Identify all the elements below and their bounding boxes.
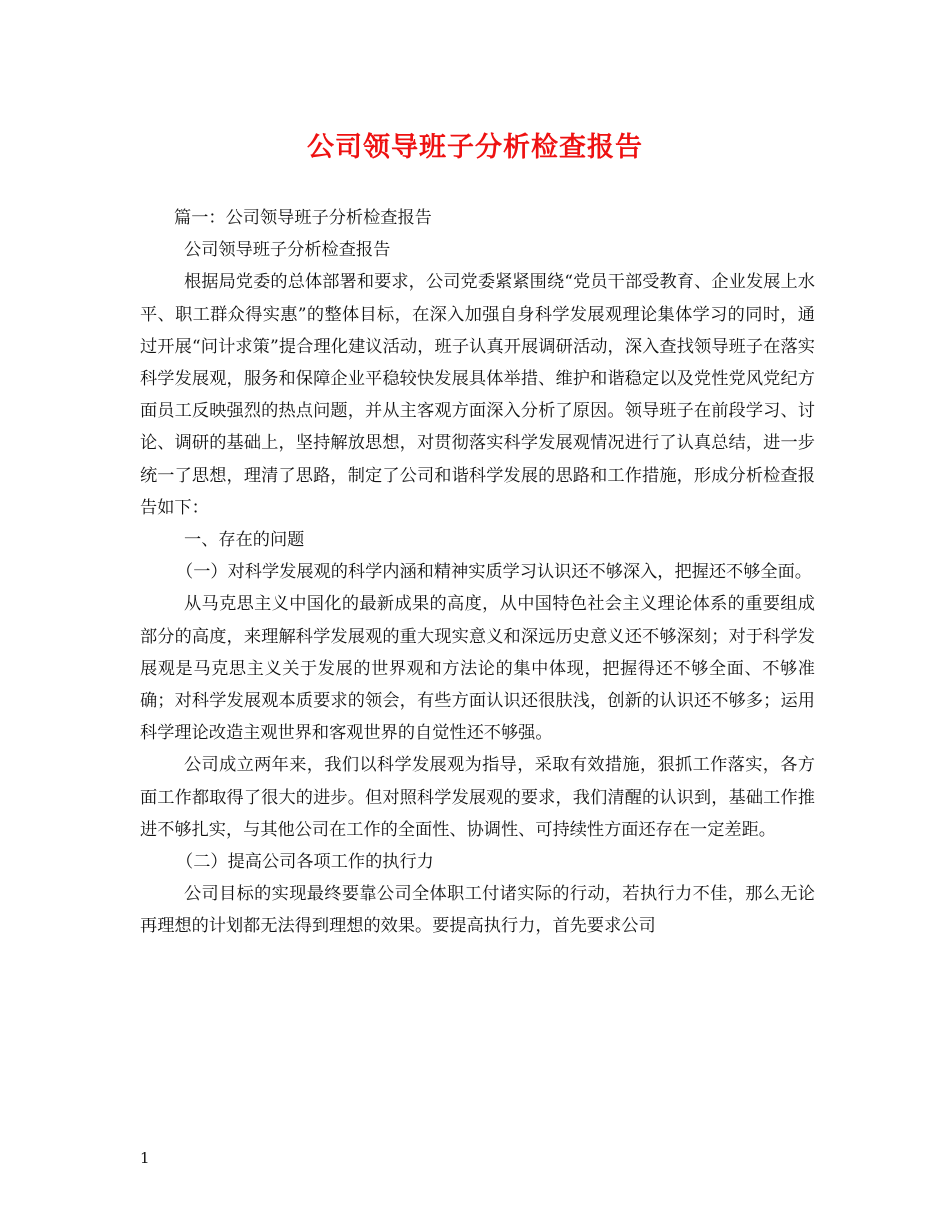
document-body xyxy=(140,202,815,943)
subsection-heading: （二）提高公司各项工作的执行力 xyxy=(176,852,434,873)
section-heading: 一、存在的问题 xyxy=(184,530,305,551)
page-number: 1 xyxy=(140,1149,150,1167)
report-subtitle: 公司领导班子分析检查报告 xyxy=(184,240,391,261)
body-paragraph: 根据局党委的总体部署和要求，公司党委紧紧围绕“党员干部受教育、企业发展上水平、职工群众得实惠”的整体目标，在深入加强自身科学发展观理论集体学习的同时，通过开展“问计求策”提合理化建议活动，班子认真开展调研活动，深入查找领导班子在落实科学发展观，服务和保障企业平稳较快发展具体举措、维护和谐稳定以及党性党风党纪方面员工反映强烈的热点问题，并从主客观方面深入分析了原因。领导班子在前段学习、讨论、调研的基础上，坚持解放思想，对贯彻落实科学发展观情况进行了认真总结，进一步统一了思想，理清了思路，制定了公司和谐科学发展的思路和工作措施，形成分析检查报告如下： xyxy=(140,272,815,518)
subsection-heading: （一）对科学发展观的科学内涵和精神实质学习认识还不够深入，把握还不够全面。 xyxy=(176,562,812,583)
document-title: 公司领导班子分析检查报告 xyxy=(307,132,643,163)
body-paragraph: 公司目标的实现最终要靠公司全体职工付诸实际的行动，若执行力不佳，那么无论再理想的计划都无法得到理想的效果。要提高执行力，首先要求公司 xyxy=(140,884,815,937)
body-paragraph: 从马克思主义中国化的最新成果的高度，从中国特色社会主义理论体系的重要组成部分的高度，来理解科学发展观的重大现实意义和深远历史意义还不够深刻；对于科学发展观是马克思主义关于发展的世界观和方法论的集中体现，把握得还不够全面、不够准确；对科学发展观本质要求的领会，有些方面认识还很肤浅，创新的认识还不够多；运用科学理论改造主观世界和客观世界的自觉性还不够强。 xyxy=(140,594,815,744)
body-paragraph: 公司成立两年来，我们以科学发展观为指导，采取有效措施，狠抓工作落实，各方面工作都取得了很大的进步。但对照科学发展观的要求，我们清醒的认识到，基础工作推进不够扎实，与其他公司在工作的全面性、协调性、可持续性方面还存在一定差距。 xyxy=(140,755,815,840)
section-heading: 篇一：公司领导班子分析检查报告 xyxy=(174,208,432,228)
